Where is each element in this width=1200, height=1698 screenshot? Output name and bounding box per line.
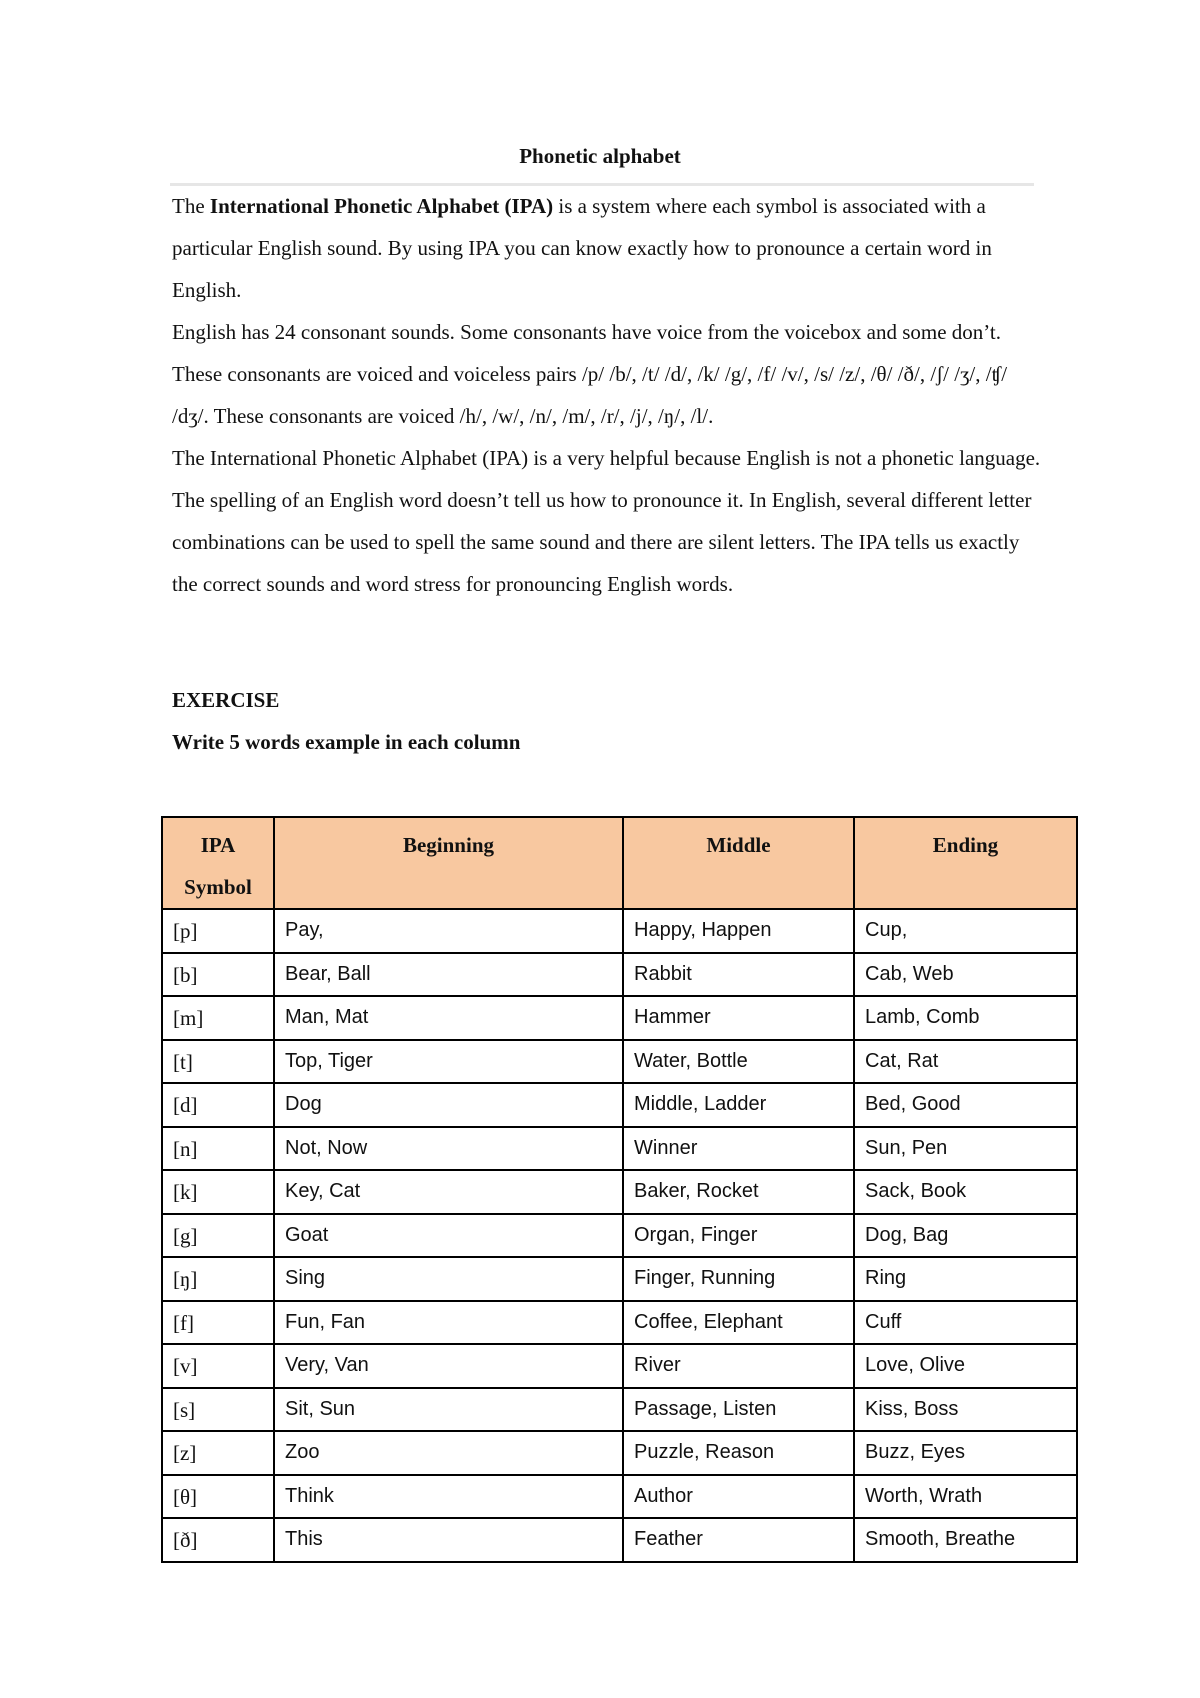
cell-middle: Passage, Listen xyxy=(623,1388,854,1432)
table-row xyxy=(162,1257,1077,1301)
ipa-term: International Phonetic Alphabet (IPA) xyxy=(209,194,554,218)
table-body xyxy=(162,909,1077,1562)
intro-paragraph-2: English has 24 consonant sounds. Some consonants have voice from the voicebox and some don’t. These consonants are voiced and voiceless pairs /p/ /b/, /t/ /d/, /k/ /g/, /f/ /v/, /s/ /z/, /θ/ /ð/, /ʃ/ /ʒ/, /ʧ/ /dʒ/. These consonants are voiced /h/, /w/, /n/, /m/, /r/, /j/, /ŋ/, /l/. xyxy=(172,320,1008,428)
cell-ending: Worth, Wrath xyxy=(854,1475,1077,1519)
cell-middle: Water, Bottle xyxy=(623,1040,854,1084)
table-row xyxy=(162,953,1077,997)
cell-middle: Happy, Happen xyxy=(623,909,854,953)
cell-ending: Buzz, Eyes xyxy=(854,1431,1077,1475)
cell-ipa-symbol: [p] xyxy=(162,909,274,953)
cell-beginning: Pay, xyxy=(274,909,623,953)
table-row xyxy=(162,1170,1077,1214)
cell-middle: Rabbit xyxy=(623,953,854,997)
cell-middle: Feather xyxy=(623,1518,854,1562)
cell-beginning: Dog xyxy=(274,1083,623,1127)
cell-ending: Cuff xyxy=(854,1301,1077,1345)
cell-middle: Finger, Running xyxy=(623,1257,854,1301)
table-row xyxy=(162,1344,1077,1388)
page-title: Phonetic alphabet xyxy=(519,144,681,168)
cell-ending: Bed, Good xyxy=(854,1083,1077,1127)
header-middle: Middle xyxy=(623,817,854,909)
cell-ipa-symbol: [θ] xyxy=(162,1475,274,1519)
cell-ipa-symbol: [v] xyxy=(162,1344,274,1388)
ipa-table xyxy=(161,816,1078,1563)
cell-beginning: Bear, Ball xyxy=(274,953,623,997)
cell-ipa-symbol: [g] xyxy=(162,1214,274,1258)
cell-ending: Cab, Web xyxy=(854,953,1077,997)
cell-middle: River xyxy=(623,1344,854,1388)
cell-ipa-symbol: [ð] xyxy=(162,1518,274,1562)
cell-ipa-symbol: [ŋ] xyxy=(162,1257,274,1301)
cell-ending: Dog, Bag xyxy=(854,1214,1077,1258)
intro-paragraph-3: The International Phonetic Alphabet (IPA) is a very helpful because English is not a phonetic language. The spelling of an English word doesn’t tell us how to pronounce it. In English, several different letter combinations can be used to spell the same sound and there are silent letters. The IPA tells us exactly the correct sounds and word stress for pronouncing English words. xyxy=(172,446,1041,596)
cell-beginning: This xyxy=(274,1518,623,1562)
cell-beginning: Goat xyxy=(274,1214,623,1258)
table-row xyxy=(162,1431,1077,1475)
cell-ending: Love, Olive xyxy=(854,1344,1077,1388)
cell-beginning: Top, Tiger xyxy=(274,1040,623,1084)
cell-ipa-symbol: [b] xyxy=(162,953,274,997)
cell-ipa-symbol: [f] xyxy=(162,1301,274,1345)
table-row xyxy=(162,1040,1077,1084)
table-row xyxy=(162,1301,1077,1345)
cell-middle: Middle, Ladder xyxy=(623,1083,854,1127)
cell-ipa-symbol: [s] xyxy=(162,1388,274,1432)
cell-ending: Sun, Pen xyxy=(854,1127,1077,1171)
cell-ending: Smooth, Breathe xyxy=(854,1518,1077,1562)
cell-middle: Puzzle, Reason xyxy=(623,1431,854,1475)
table-row xyxy=(162,1083,1077,1127)
cell-ipa-symbol: [t] xyxy=(162,1040,274,1084)
cell-ipa-symbol: [d] xyxy=(162,1083,274,1127)
table-header-row xyxy=(162,817,1077,909)
cell-ipa-symbol: [m] xyxy=(162,996,274,1040)
cell-beginning: Sit, Sun xyxy=(274,1388,623,1432)
table-row xyxy=(162,1475,1077,1519)
cell-ipa-symbol: [z] xyxy=(162,1431,274,1475)
exercise-heading: EXERCISE xyxy=(172,688,280,712)
cell-beginning: Sing xyxy=(274,1257,623,1301)
cell-ending: Kiss, Boss xyxy=(854,1388,1077,1432)
table-row xyxy=(162,1388,1077,1432)
table-row xyxy=(162,1127,1077,1171)
cell-middle: Author xyxy=(623,1475,854,1519)
cell-ending: Sack, Book xyxy=(854,1170,1077,1214)
cell-beginning: Zoo xyxy=(274,1431,623,1475)
header-ipa-symbol: IPA Symbol xyxy=(162,817,274,909)
intro-text xyxy=(172,185,1042,605)
exercise-instruction: Write 5 words example in each column xyxy=(172,730,521,754)
header-ending: Ending xyxy=(854,817,1077,909)
cell-ending: Ring xyxy=(854,1257,1077,1301)
table-row xyxy=(162,909,1077,953)
cell-middle: Baker, Rocket xyxy=(623,1170,854,1214)
cell-ending: Cat, Rat xyxy=(854,1040,1077,1084)
table-row xyxy=(162,996,1077,1040)
cell-middle: Organ, Finger xyxy=(623,1214,854,1258)
cell-ending: Lamb, Comb xyxy=(854,996,1077,1040)
cell-beginning: Not, Now xyxy=(274,1127,623,1171)
cell-ipa-symbol: [n] xyxy=(162,1127,274,1171)
cell-middle: Hammer xyxy=(623,996,854,1040)
table-row xyxy=(162,1214,1077,1258)
cell-middle: Coffee, Elephant xyxy=(623,1301,854,1345)
intro-paragraph-1: The International Phonetic Alphabet (IPA) is a system where each symbol is associated with a particular English sound. By using IPA you can know exactly how to pronounce a certain word in English. xyxy=(172,194,992,302)
cell-beginning: Man, Mat xyxy=(274,996,623,1040)
cell-beginning: Fun, Fan xyxy=(274,1301,623,1345)
table-row xyxy=(162,1518,1077,1562)
cell-ipa-symbol: [k] xyxy=(162,1170,274,1214)
cell-beginning: Think xyxy=(274,1475,623,1519)
cell-beginning: Key, Cat xyxy=(274,1170,623,1214)
header-beginning: Beginning xyxy=(274,817,623,909)
cell-beginning: Very, Van xyxy=(274,1344,623,1388)
cell-middle: Winner xyxy=(623,1127,854,1171)
cell-ending: Cup, xyxy=(854,909,1077,953)
